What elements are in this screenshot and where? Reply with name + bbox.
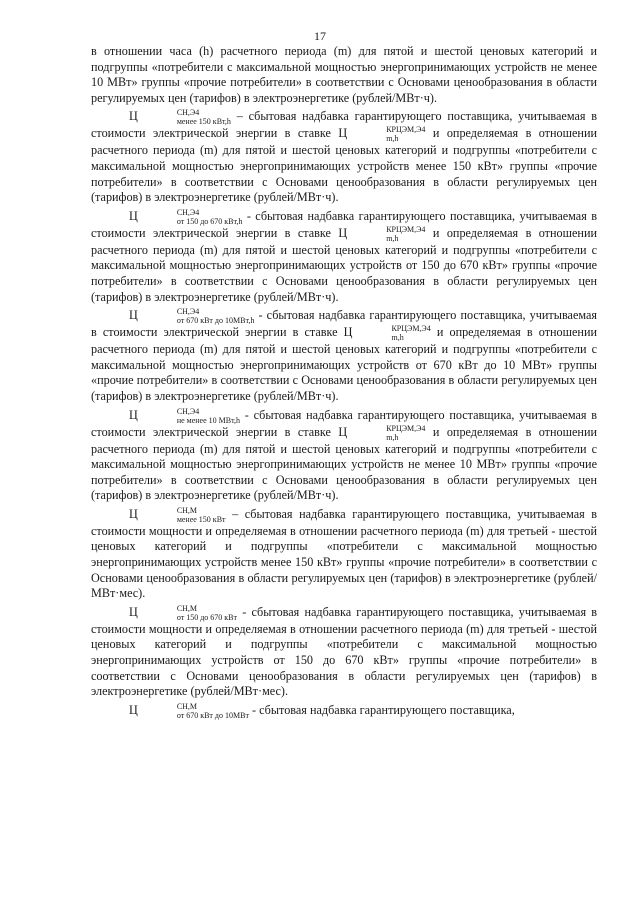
page-number: 17 [314, 29, 326, 43]
definition-paragraph: Ц СН,Э4 менее 150 кВт,h – сбытовая надбавка гарантирующего поставщика, учитываемая в стоимости электрической энергии в ставке Ц КРЦЭМ,Э4 m,h и определяемая в отношении расчетного периода (m) для пятой и шестой ценовых категорий и подгруппы «потребители с максимальной мощностью энергопринимающих устройств менее 150 кВт» группы «прочие потребители» в соответствии с Основами ценообразования в области регулируемых цен (тарифов) в электроэнергетике (рублей/МВт·ч). [91, 108, 598, 205]
document-body [91, 44, 597, 720]
definition-paragraph: Ц СН,Э4 от 670 кВт до 10МВт,h - сбытовая надбавка гарантирующего поставщика, учитываемая в стоимости электрической энергии в ставке Ц КРЦЭМ,Э4 m,h и определяемая в отношении расчетного периода (m) для пятой и шестой ценовых категорий и подгруппы «потребители с максимальной мощностью энергопринимающих устройств от 670 кВт до 10 МВт» группы «прочие потребители» в соответствии с Основами ценообразования в области регулируемых цен (тарифов) в электроэнергетике (рублей/МВт·ч). [91, 307, 597, 403]
rate-symbol: Ц КРЦЭМ,Э4 m,h [338, 423, 426, 442]
definition-paragraph: Ц СН,Э4 не менее 10 МВт,h - сбытовая надбавка гарантирующего поставщика, учитываемая в стоимости электрической энергии в ставке Ц КРЦЭМ,Э4 m,h и определяемая в отношении расчетного периода (m) для пятой и шестой ценовых категорий и подгруппы «потребители с максимальной мощностью энергопринимающих устройств не менее 10 МВт» группы «прочие потребители» в соответствии с Основами ценообразования в области регулируемых цен (тарифов) в электроэнергетике (рублей/МВт·ч). [91, 406, 597, 503]
tariff-symbol: Ц СН,Э4 от 150 до 670 кВт,h [129, 207, 243, 226]
tariff-symbol: Ц СН,М от 670 кВт до 10МВт [129, 701, 249, 720]
definition-paragraph: Ц СН,М от 150 до 670 кВт - сбытовая надбавка гарантирующего поставщика, учитываемая в стоимости мощности и определяемая в отношении расчетного периода (m) для третьей - шестой ценовых категорий и подгруппы «потребители с максимальной мощностью энергопринимающих устройств от 150 до 670 кВт» группы «прочие потребители» в соответствии с Основами ценообразования в области регулируемых цен (тарифов) в электроэнергетике (рублей/МВт·мес). [91, 603, 598, 699]
rate-symbol: Ц КРЦЭМ,Э4 m,h [343, 324, 431, 343]
tariff-symbol: Ц СН,М менее 150 кВт [129, 505, 226, 524]
tariff-symbol: Ц СН,Э4 не менее 10 МВт,h [129, 406, 240, 425]
tariff-symbol: Ц СН,Э4 от 670 кВт до 10МВт,h [129, 307, 255, 326]
tariff-symbol: Ц СН,М от 150 до 670 кВт [129, 603, 237, 622]
rate-symbol: Ц КРЦЭМ,Э4 m,h [338, 125, 426, 144]
definition-paragraph: Ц СН,Э4 от 150 до 670 кВт,h - сбытовая надбавка гарантирующего поставщика, учитываемая в стоимости электрической энергии в ставке Ц КРЦЭМ,Э4 m,h и определяемая в отношении расчетного периода (m) для пятой и шестой ценовых категорий и подгруппы «потребители с максимальной мощностью энергопринимающих устройств от 150 до 670 кВт» группы «прочие потребители» в соответствии с Основами ценообразования в области регулируемых цен (тарифов) в электроэнергетике (рублей/МВт·ч). [91, 207, 597, 304]
definition-paragraph: Ц СН,М от 670 кВт до 10МВт - сбытовая надбавка гарантирующего поставщика, [129, 701, 515, 720]
tariff-symbol: Ц СН,Э4 менее 150 кВт,h [129, 108, 231, 127]
definition-paragraph: Ц СН,М менее 150 кВт – сбытовая надбавка гарантирующего поставщика, учитываемая в стоимости мощности и определяемая в отношении расчетного периода (m) для третьей - шестой ценовых категорий и подгруппы «потребители с максимальной мощностью энергопринимающих устройств менее 150 кВт» группы «прочие потребители» в соответствии с Основами ценообразования в области регулируемых цен (тарифов) в электроэнергетике (рублей/МВт·мес). [91, 505, 598, 601]
intro-paragraph: в отношении часа (h) расчетного периода (m) для пятой и шестой ценовых категорий и подгруппы «потребители с максимальной мощностью энергопринимающих устройств не менее 10 МВт» группы «прочие потребители» в соответствии с Основами ценообразования в области регулируемых цен (тарифов) в электроэнергетике (рублей/МВт·ч). [91, 44, 597, 105]
rate-symbol: Ц КРЦЭМ,Э4 m,h [338, 224, 426, 243]
